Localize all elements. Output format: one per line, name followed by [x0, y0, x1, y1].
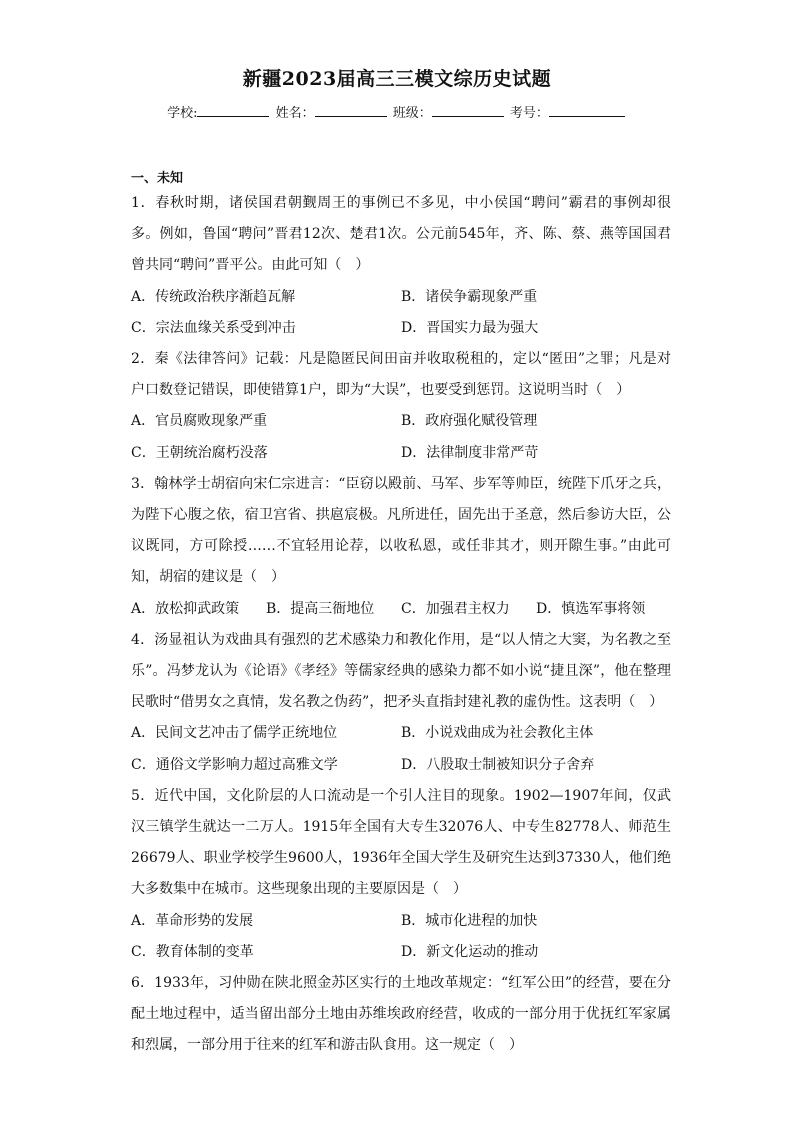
question-2: 2．秦《法律答问》记载：凡是隐匿民间田亩并收取税租的，定以“匿田”之罪；凡是对户口数登记错误，即使错算1户，即为“大误”，也要受到惩罚。这说明当时（ ） — [131, 351, 671, 399]
question-5-options — [131, 906, 671, 968]
option-d[interactable]: D．新文化运动的推动 — [401, 943, 539, 960]
exam-no-blank[interactable] — [549, 103, 625, 117]
question-list — [131, 188, 671, 1062]
option-c[interactable]: C．加强君主权力 — [401, 600, 510, 617]
option-a[interactable]: A．传统政治秩序渐趋瓦解 — [131, 288, 296, 305]
page-title: 新疆2023届高三三模文综历史试题 — [242, 68, 552, 90]
option-b[interactable]: B．政府强化赋役管理 — [401, 413, 538, 430]
name-blank[interactable] — [315, 103, 387, 117]
option-b[interactable]: B．小说戏曲成为社会教化主体 — [401, 725, 594, 742]
option-b[interactable]: B．提高三衙地位 — [266, 600, 375, 617]
option-d[interactable]: D．八股取士制被知识分子舍弃 — [401, 756, 595, 773]
student-info-line — [0, 102, 794, 121]
name-label: 姓名： — [275, 106, 315, 121]
option-a[interactable]: A．革命形势的发展 — [131, 912, 254, 929]
option-c[interactable]: C．宗法血缘关系受到冲击 — [131, 319, 296, 336]
question-4-options — [131, 718, 671, 780]
exam-no-label: 考号： — [509, 106, 549, 121]
option-d[interactable]: D．慎选军事将领 — [536, 600, 646, 617]
question-5: 5．近代中国，文化阶层的人口流动是一个引人注目的现象。1902—1907年间，仅武汉三镇学生就达一二万人。1915年全国有大专生32076人、中专生82778人、师范生26679人、职业学校学生9600人，1936年全国大学生及研究生达到37330人，他们绝大多数集中在城市。这些现象出现的主要原因是（ ） — [131, 787, 671, 898]
question-3-options — [131, 594, 671, 625]
class-label: 班级： — [392, 106, 432, 121]
option-c[interactable]: C．通俗文学影响力超过高雅文学 — [131, 756, 338, 773]
school-label: 学校: — [167, 106, 198, 121]
question-2-options — [131, 406, 671, 468]
option-a[interactable]: A．民间文艺冲击了儒学正统地位 — [131, 725, 338, 742]
school-blank[interactable] — [197, 103, 269, 117]
option-d[interactable]: D．法律制度非常严苛 — [401, 444, 539, 461]
class-blank[interactable] — [432, 103, 504, 117]
question-1-options — [131, 282, 671, 344]
option-c[interactable]: C．王朝统治腐朽没落 — [131, 444, 268, 461]
option-a[interactable]: A．放松抑武政策 — [131, 600, 240, 617]
question-1: 1．春秋时期，诸侯国君朝觐周王的事例已不多见，中小侯国“聘问”霸君的事例却很多。例如，鲁国“聘问”晋君12次、楚君1次。公元前545年，齐、陈、蔡、燕等国国君曾共同“聘问”晋平公。由此可知（ ） — [131, 195, 671, 274]
question-4: 4．汤显祖认为戏曲具有强烈的艺术感染力和教化作用，是“以人情之大窦，为名教之至乐”。冯梦龙认为《论语》《孝经》等儒家经典的感染力都不如小说“捷且深”，他在整理民歌时“借男女之真情，发名教之伪药”，把矛头直指封建礼教的虚伪性。这表明（ ） — [131, 631, 671, 711]
section-heading: 一、未知 — [131, 171, 184, 186]
question-3: 3．翰林学士胡宿向宋仁宗进言：“臣窃以殿前、马军、步军等帅臣，统陛下爪牙之兵，为陛下心腹之依，宿卫宫省、拱扈宸极。凡所进任，固先出于圣意，然后参访大臣，公议既同，方可除授……不宜轻用论荐，以收私恩，或任非其才，则开隙生事。”由此可知，胡宿的建议是（ ） — [131, 475, 671, 586]
option-b[interactable]: B．诸侯争霸现象严重 — [401, 288, 538, 305]
option-d[interactable]: D．晋国实力最为强大 — [401, 319, 539, 336]
option-c[interactable]: C．教育体制的变革 — [131, 943, 254, 960]
option-b[interactable]: B．城市化进程的加快 — [401, 912, 538, 929]
option-a[interactable]: A．官员腐败现象严重 — [131, 413, 268, 430]
question-6: 6．1933年，习仲勋在陕北照金苏区实行的土地改革规定：“红军公田”的经营，要在分配土地过程中，适当留出部分土地由苏维埃政府经营，收成的一部分用于优抚红军家属和烈属，一部分用于往来的红军和游击队食用。这一规定（ ） — [131, 975, 671, 1054]
